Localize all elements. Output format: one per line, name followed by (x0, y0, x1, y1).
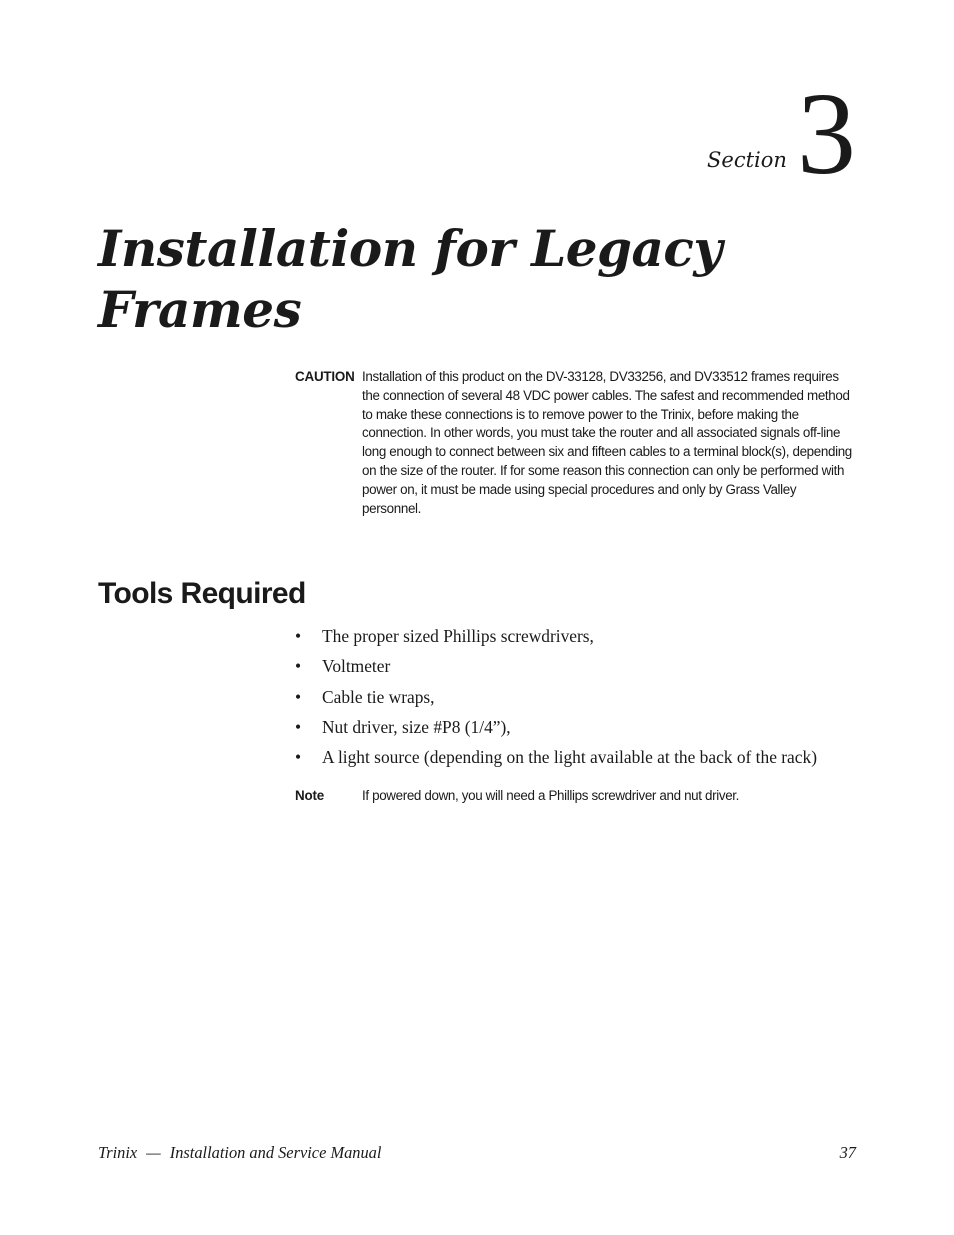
list-item (295, 712, 915, 742)
footer-product: Trinix (98, 1143, 138, 1162)
footer-title (98, 1142, 381, 1164)
bullet-icon: • (295, 626, 302, 646)
footer-separator: — (146, 1143, 161, 1162)
bullet-icon: • (295, 686, 302, 707)
list-item-text: The proper sized Phillips screwdrivers, (322, 626, 594, 646)
list-item (295, 651, 915, 681)
caution-callout (295, 368, 855, 518)
bullet-icon: • (295, 716, 302, 737)
list-item-text: A light source (depending on the light available at the back of the rack) (322, 747, 817, 768)
list-item-text: Nut driver, size #P8 (1/4”), (322, 716, 511, 737)
caution-text: Installation of this product on the DV-33128, DV33256, and DV33512 frames requires the connection of several 48 VDC power cables. The safest and recommended method to make these connections is to remove power to the Trinix, before making the connection. In other words, you must take the router and all associated signals off-line long enough to connect between six and fifteen cables to a terminal block(s), depending on the size of the router. If for some reason this connection can only be performed with power on, it must be made using special procedures and only by Grass Valley personnel. (362, 369, 852, 516)
note-text: If powered down, you will need a Phillips screwdriver and nut driver. (362, 788, 740, 803)
footer-manual: Installation and Service Manual (169, 1143, 382, 1162)
tools-list (295, 621, 915, 772)
list-item (295, 742, 915, 772)
note-label: Note (295, 788, 324, 803)
section-number: 3 (797, 68, 856, 199)
page-number: 37 (839, 1143, 856, 1162)
tools-required-heading: Tools Required (98, 577, 306, 610)
list-item-text: Cable tie wraps, (322, 686, 435, 707)
page-title: Installation for Legacy Frames (98, 219, 722, 339)
list-item (295, 621, 915, 651)
bullet-icon: • (295, 656, 302, 677)
bullet-icon: • (295, 747, 302, 768)
note-callout (295, 787, 855, 806)
list-item (295, 682, 915, 712)
section-label: Section (707, 148, 787, 172)
caution-label: CAUTION (295, 369, 355, 384)
list-item-text: Voltmeter (322, 656, 391, 677)
